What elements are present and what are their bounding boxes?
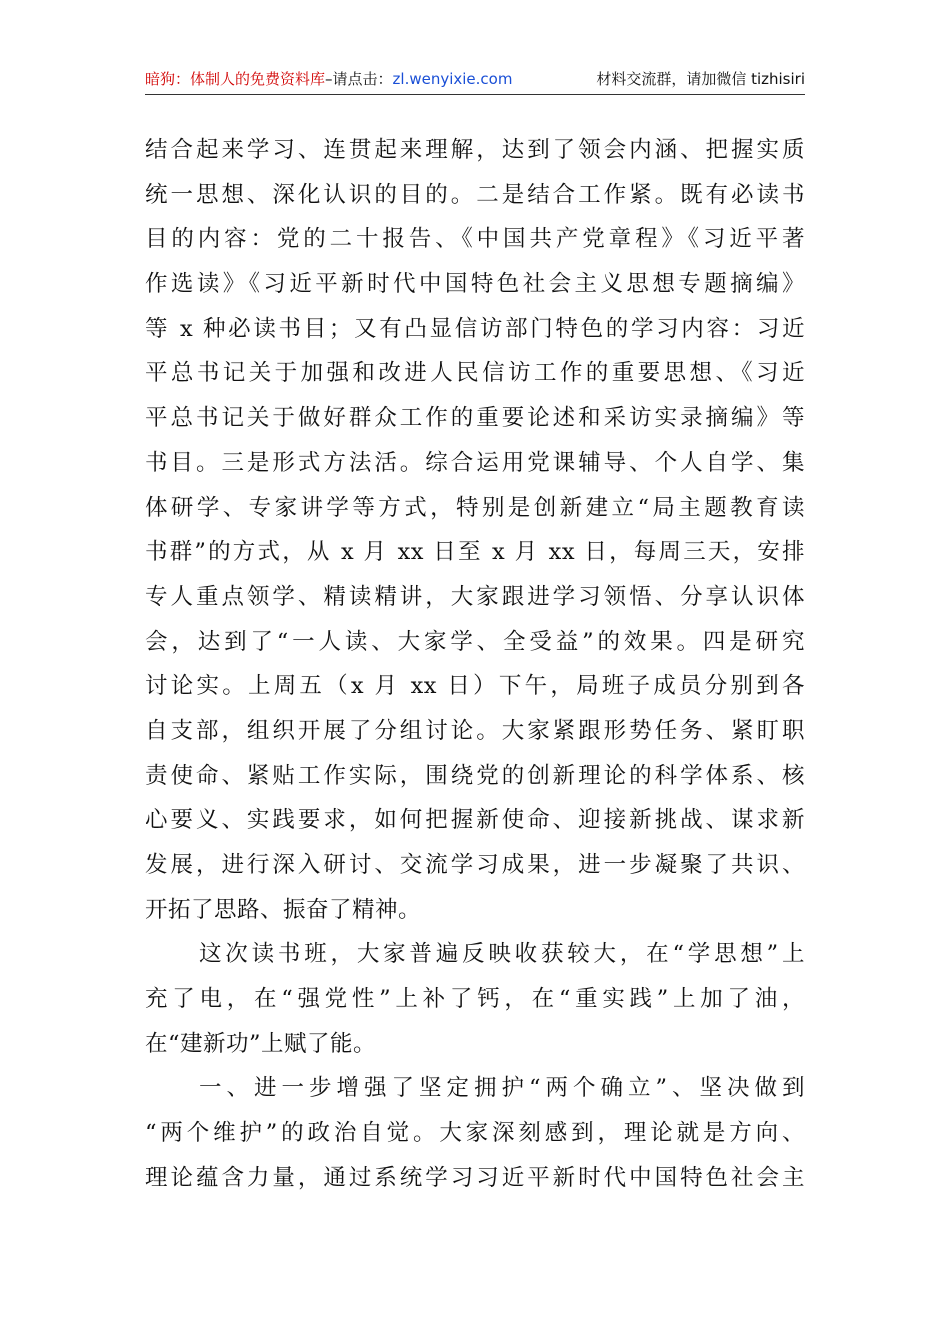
header-divider <box>145 94 805 95</box>
text-line: 平总书记关于做好群众工作的重要论述和采访实录摘编》等 <box>145 405 805 432</box>
text-line: 自支部，组织开展了分组讨论。大家紧跟形势任务、紧盯职 <box>145 717 805 744</box>
text-line: 责使命、紧贴工作实际，围绕党的创新理论的科学体系、核 <box>145 762 805 789</box>
text-line: 统一思想、深化认识的目的。二是结合工作紧。既有必读书 <box>145 181 805 208</box>
header-site-name: 暗狗：体制人的免费资料库 <box>145 70 326 88</box>
text-line: 目的内容：党的二十报告、《中国共产党章程》《习近平著 <box>145 226 805 253</box>
text-line: 作选读》《习近平新时代中国特色社会主义思想专题摘编》 <box>145 271 805 298</box>
text-line: 书目。三是形式方法活。综合运用党课辅导、个人自学、集 <box>145 449 805 476</box>
text-line: 等 x 种必读书目；又有凸显信访部门特色的学习内容：习近 <box>145 315 805 342</box>
text-line: 书群”的方式，从 x 月 xx 日至 x 月 xx 日，每周三天，安排 <box>145 539 805 566</box>
text-line: “两个维护”的政治自觉。大家深刻感到，理论就是方向、 <box>145 1120 805 1147</box>
text-line: 平总书记关于加强和改进人民信访工作的重要思想、《习近 <box>145 360 805 387</box>
text-line: 在“建新功”上赋了能。 <box>145 1030 377 1057</box>
text-line: 体研学、专家讲学等方式，特别是创新建立“局主题教育读 <box>145 494 805 521</box>
text-line: 心要义、实践要求，如何把握新使命、迎接新挑战、谋求新 <box>145 807 805 834</box>
header-link[interactable]: zl.wenyixie.com <box>392 70 513 88</box>
paragraph-start-line: 这次读书班，大家普遍反映收获较大，在“学思想”上 <box>199 941 805 968</box>
text-line: 理论蕴含力量，通过系统学习习近平新时代中国特色社会主 <box>145 1164 805 1191</box>
text-line: 开拓了思路、振奋了精神。 <box>145 896 422 923</box>
page-header <box>145 66 805 92</box>
text-line: 专人重点领学、精读精讲，大家跟进学习领悟、分享认识体 <box>145 583 805 610</box>
header-click-prompt: –请点击： <box>325 70 393 88</box>
text-line: 会，达到了“一人读、大家学、全受益”的效果。四是研究 <box>145 628 805 655</box>
text-line: 充了电，在“强党性”上补了钙，在“重实践”上加了油， <box>145 986 805 1013</box>
text-line: 结合起来学习、连贯起来理解，达到了领会内涵、把握实质 <box>145 137 805 163</box>
text-line: 发展，进行深入研讨、交流学习成果，进一步凝聚了共识、 <box>145 852 805 878</box>
section-heading-line: 一、进一步增强了坚定拥护“两个确立”、坚决做到 <box>199 1075 805 1102</box>
text-line: 讨论实。上周五（x 月 xx 日）下午，局班子成员分别到各 <box>145 673 805 700</box>
header-wechat-note: 材料交流群，请加微信 tizhisiri <box>596 70 805 88</box>
document-body <box>145 128 805 1201</box>
